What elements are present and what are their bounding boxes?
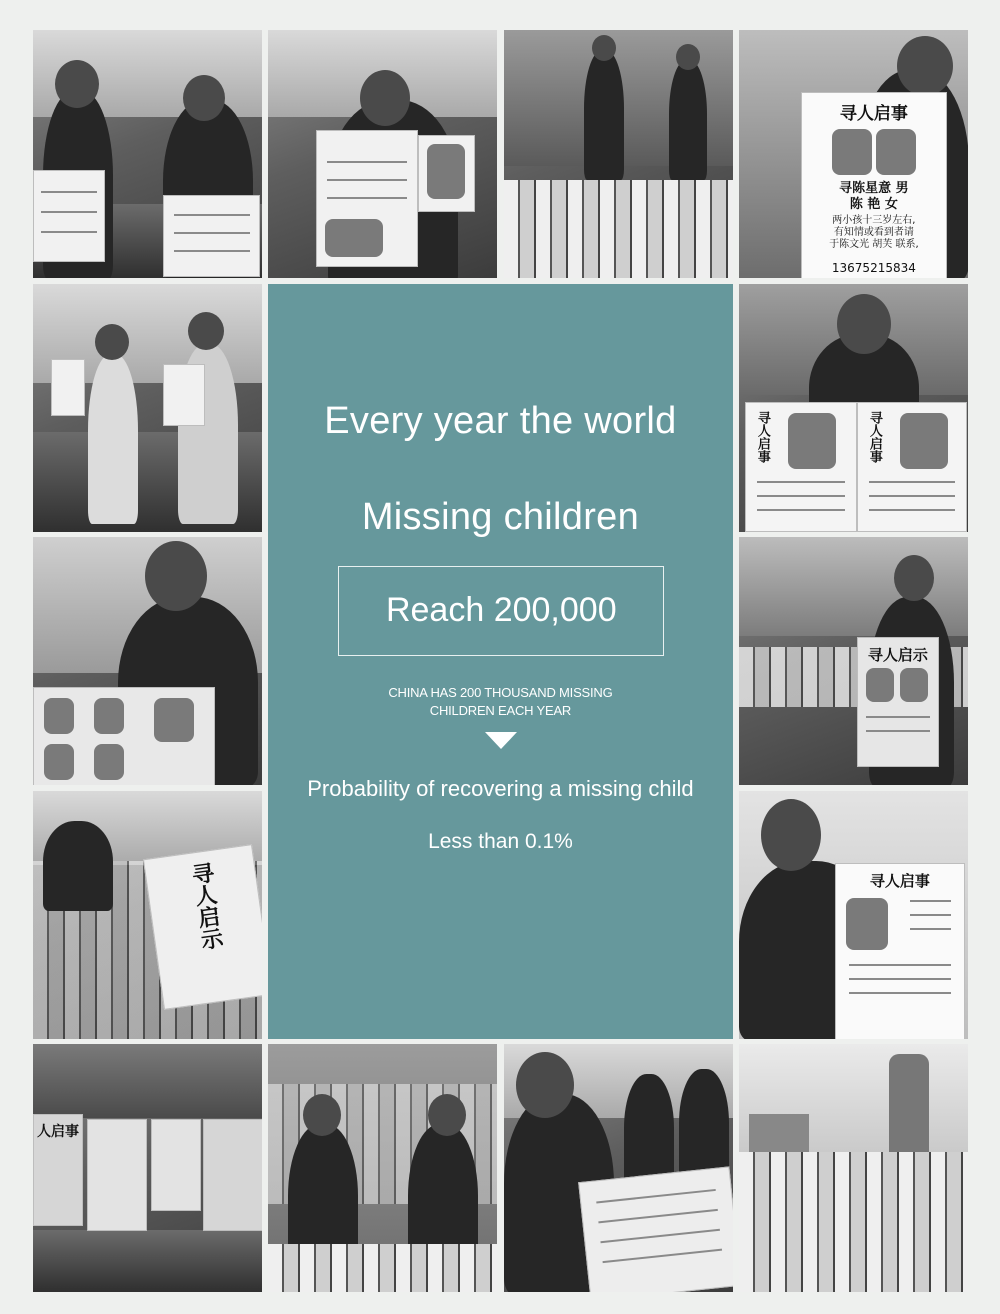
photo-crowd-stairs-photo-wall <box>504 30 733 278</box>
headline-line-1: Every year the world <box>324 399 677 442</box>
statistics-panel <box>268 284 732 1039</box>
poster-name-1: 寻陈星意 男 <box>839 181 909 196</box>
poster-phone: 13675215834 <box>831 261 916 275</box>
photo-people-holding-banners <box>33 1044 262 1292</box>
banner-title: 寻人启示 <box>187 860 225 951</box>
photo-man-with-two-posters <box>739 284 968 532</box>
photo-man-holding-notice <box>268 30 497 278</box>
photo-collage <box>33 30 969 1292</box>
photo-man-missing-person-poster <box>739 30 968 278</box>
photo-crowd-with-banner <box>33 791 262 1039</box>
photo-man-street-poster-display <box>739 537 968 785</box>
poster-name-2: 陈 艳 女 <box>849 197 898 212</box>
photo-children-with-flyers <box>33 284 262 532</box>
poster-desc-2: 有知情或看到者请 <box>833 227 914 238</box>
photo-crowd-man-with-poster <box>504 1044 733 1292</box>
photo-kneeling-parents <box>268 1044 497 1292</box>
china-statistic-line-2: CHILDREN EACH YEAR <box>429 702 572 718</box>
probability-label: Probability of recovering a missing child <box>307 775 694 801</box>
banner-left-title: 人启事 <box>37 1124 79 1140</box>
photo-woman-holding-photos <box>33 537 262 785</box>
china-statistic-note <box>268 684 732 720</box>
poster-desc-1: 两小孩十三岁左右, <box>832 215 916 226</box>
photo-parents-holding-posters <box>33 30 262 278</box>
china-statistic-line-1: CHINA HAS 200 THOUSAND MISSING <box>388 684 613 700</box>
headline-line-2: Missing children <box>361 495 640 538</box>
missing-count-box: Reach 200,000 <box>338 566 664 656</box>
photo-woman-holding-poster <box>739 791 968 1039</box>
probability-value: Less than 0.1% <box>428 829 573 853</box>
poster-woman-title: 寻人启事 <box>869 871 930 890</box>
poster-desc-3: 于陈文光 胡芙 联系, <box>829 239 919 250</box>
poster-street-title: 寻人启示 <box>867 646 928 664</box>
photo-tower-photo-wall <box>739 1044 968 1292</box>
poster-title: 寻人启事 <box>839 104 908 124</box>
triangle-down-icon <box>485 732 517 749</box>
poster-right-title: 寻人启事 <box>866 410 882 463</box>
poster-left-title: 寻人启事 <box>754 410 770 463</box>
